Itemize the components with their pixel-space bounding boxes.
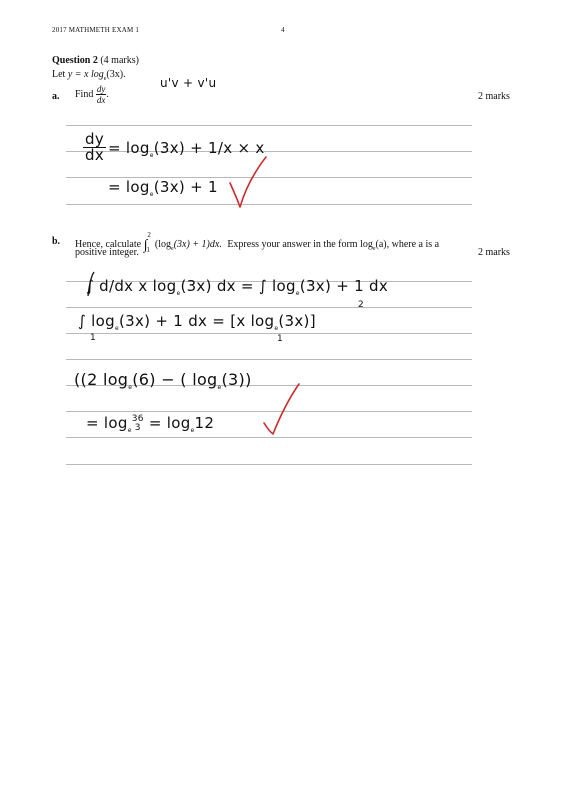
work-b-line2-tail: (3x) + 1 dx = [x log [118,312,275,330]
part-a-fraction [96,84,107,105]
work-b-line1 [86,277,388,297]
part-a-marks: 2 marks [478,91,510,102]
work-b-line4-frac-bottom: 3 [134,422,141,433]
work-a-lhs [83,132,106,163]
work-b-line3 [74,370,252,391]
work-b-line1-sub2: e [295,290,300,297]
work-a-line2 [108,178,218,198]
part-b-marks: 2 marks [478,247,510,258]
work-b-line3-tail: (6) − ( log [132,370,218,389]
handwritten-annotation: u'v + v'u [160,76,217,90]
work-b-line4-tail: 12 [194,414,215,432]
work-b-line4-sub: e [127,427,132,434]
question-marks: (4 marks) [100,55,139,66]
work-a-line2-tail: (3x) + 1 [153,178,218,196]
work-b-line3-tail2: (3)) [221,370,252,389]
work-b-line1-tail2: (3x) + 1 dx [299,277,389,295]
part-a-prompt-text: Find [75,88,94,100]
exam-header: 2017 MATHMETH EXAM 1 [52,26,140,34]
work-b-line2 [78,312,316,332]
work-a-lhs-top: dy [85,130,104,148]
part-b-prompt-b-tail: (a), where a is a [375,239,440,250]
work-b-line4-text: = log [86,414,128,432]
integral-sub: e [171,246,174,252]
work-a-line1-tail: (3x) + 1/x × x [153,139,265,157]
part-b-label: b. [52,236,61,247]
integral-expr: (log [154,239,172,250]
frac-bottom: dx [96,95,106,105]
answer-rule [66,307,472,308]
integral-tail: (3x) + 1)dx. [173,239,222,250]
work-a-line2-sub: e [149,191,154,198]
work-b-line4-sub2: e [190,427,195,434]
integral-sign: ∫ [143,238,148,253]
work-b-line4-frac [132,415,144,433]
stem-expr: y = x log [67,69,104,80]
part-b-prompt-b: Express your answer in the form log [227,239,373,250]
answer-rule [66,125,472,126]
question-stem [52,69,126,82]
work-a-line1 [108,139,265,159]
part-b-prompt-b-sub: e [372,246,376,252]
work-b-line1-text: ∫ d/dx x log [86,277,177,295]
stem-sub: e [103,76,107,82]
work-a-line1-sub: e [149,152,154,159]
answer-rule [66,464,472,465]
stem-prefix: Let [52,69,68,80]
answer-rule [66,437,472,438]
work-a-line1-rhs: = log [108,139,150,157]
work-b-line1-tail: (3x) dx = ∫ log [180,277,296,295]
answer-rule [66,411,472,412]
work-a-line2-text: = log [108,178,150,196]
question-heading [52,55,139,66]
part-a-label: a. [52,91,60,102]
answer-rule [66,204,472,205]
answer-rule [66,333,472,334]
work-b-line3-sub2: e [217,384,222,392]
tick-mark-b [264,384,299,434]
work-b-line2-tail2: (3x)] [278,312,316,330]
work-b-line4 [86,414,214,434]
work-b-line2-sub2: e [274,325,279,332]
question-title: Question 2 [52,55,98,66]
frac-top: dy [96,84,106,94]
page-number: 4 [281,26,285,34]
integral-upper: 2 [147,231,151,239]
integral-lower: 1 [146,246,150,254]
work-b-line3-text: ((2 log [74,370,129,389]
part-b-prompt-c: positive integer. [75,247,139,258]
answer-rule [66,359,472,360]
work-b-line1-sub: e [176,290,181,297]
work-lower-limit: 1 [90,333,97,343]
part-b-prompt-a: Hence, calculate [75,239,142,250]
tick-mark-a [230,157,266,207]
work-b-line2-text: ∫ log [78,312,115,330]
work-lower-limit-bracket: 1 [277,334,284,344]
work-b-line2-sub: e [114,325,119,332]
work-b-line4-frac-top: 36 [131,413,144,424]
work-b-line4-mid: = log [143,414,191,432]
work-upper-limit: 2 [358,300,365,310]
stem-tail: (3x). [106,69,126,80]
part-a-prompt: Find $\frac{dy}{dx}$ . [75,84,109,105]
work-b-line3-sub: e [128,384,133,392]
work-a-lhs-bottom: dx [85,146,104,164]
